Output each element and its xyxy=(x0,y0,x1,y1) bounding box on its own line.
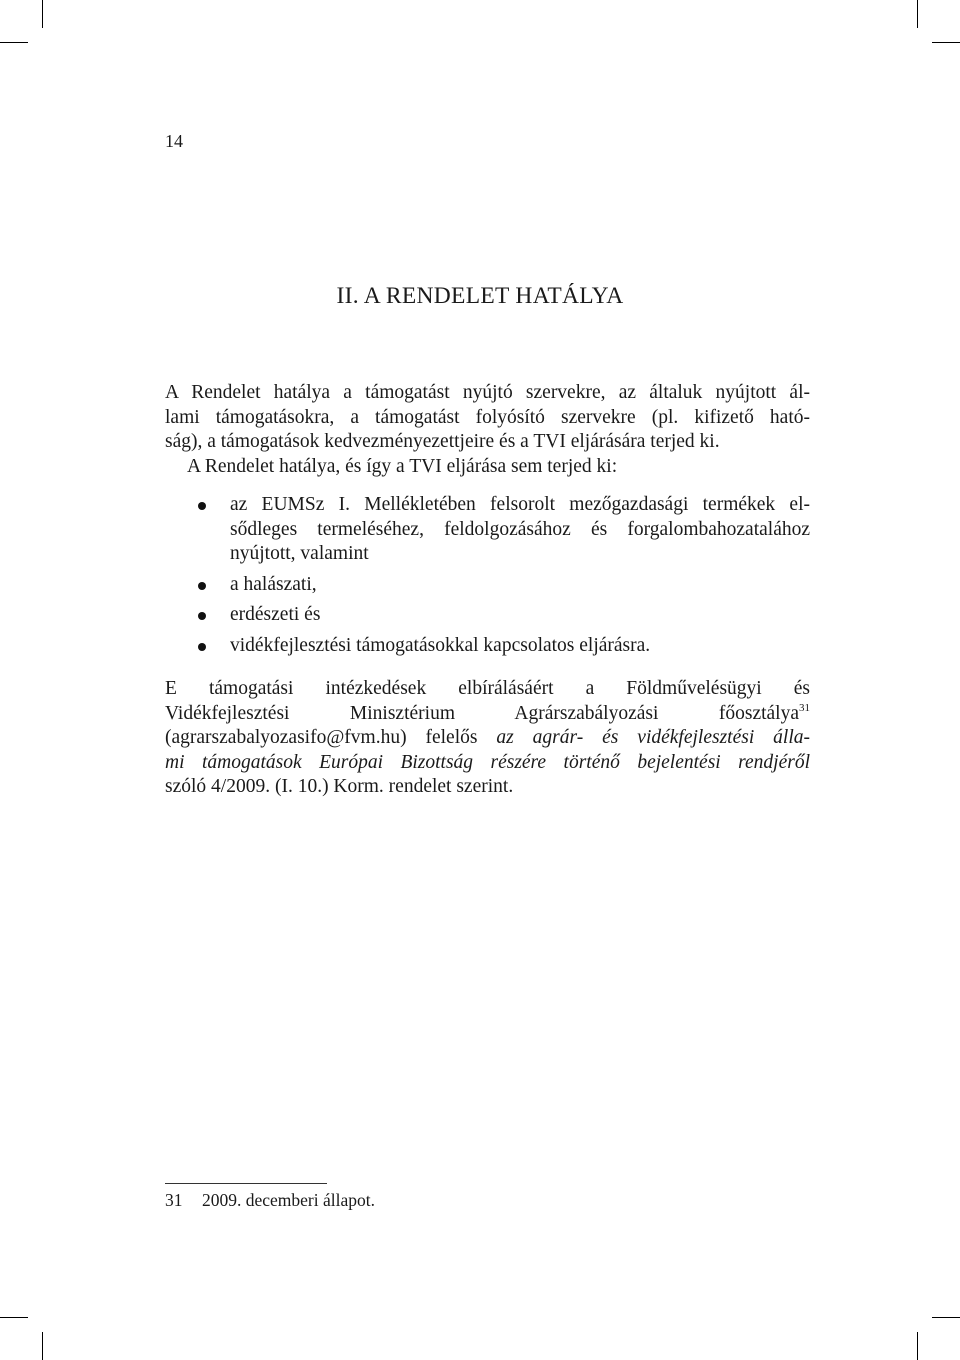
crop-mark-top-right xyxy=(917,0,918,28)
list-item xyxy=(165,634,810,659)
crop-mark-top-right-h xyxy=(932,42,960,43)
list-item-line: erdészeti és xyxy=(230,604,321,625)
closing-paragraph xyxy=(165,677,810,800)
intro-line: A Rendelet hatálya a támogatást nyújtó szervekre, az általuk nyújtott ál- xyxy=(165,382,810,403)
list-item-line: vidékfejlesztési támogatásokkal kapcsolatos eljárásra. xyxy=(230,634,651,656)
intro-line: lami támogatásokra, a támogatást folyósító szervekre (pl. kifizető ható- xyxy=(165,406,810,428)
closing-line-text: Vidékfejlesztési Minisztérium Agrárszabályozási főosztálya xyxy=(165,702,799,724)
closing-line-text: (agrarszabalyozasifo@fvm.hu) felelős xyxy=(165,727,478,748)
list-item xyxy=(165,493,810,567)
bullet-icon xyxy=(198,582,206,590)
crop-mark-top-left-h xyxy=(0,42,28,43)
closing-line: E támogatási intézkedések elbírálásáért a Földművelésügyi és xyxy=(165,678,810,699)
intro-line: A Rendelet hatálya, és így a TVI eljárása sem terjed ki: xyxy=(187,455,618,477)
bullet-icon xyxy=(198,612,206,620)
closing-line: szóló 4/2009. (I. 10.) Korm. rendelet szerint. xyxy=(165,776,514,797)
decree-title-italic: az agrár- és vidékfejlesztési álla- xyxy=(496,727,810,748)
footnote xyxy=(165,1190,375,1211)
list-item xyxy=(165,603,810,628)
closing-line xyxy=(165,702,810,727)
closing-line xyxy=(165,726,810,751)
exclusion-list xyxy=(165,493,810,658)
list-item-line: a halászati, xyxy=(230,573,317,595)
list-item-line: nyújtott, valamint xyxy=(230,543,369,564)
list-item-line: sődleges termeléséhez, feldolgozásához és forgalombahozatalához xyxy=(230,518,810,540)
decree-title-italic: mi támogatások Európai Bizottság részére történő bejelentési rendjéről xyxy=(165,751,810,773)
crop-mark-bottom-left-h xyxy=(0,1317,28,1318)
crop-mark-bottom-left xyxy=(42,1332,43,1360)
list-item-line: az EUMSz I. Mellékletében felsorolt mezőgazdasági termékek el- xyxy=(230,494,810,515)
bullet-icon xyxy=(198,502,206,510)
closing-line xyxy=(165,751,810,776)
footnote-number: 31 xyxy=(165,1190,183,1210)
crop-mark-top-left xyxy=(42,0,43,28)
bullet-icon xyxy=(198,643,206,651)
footnote-text: 2009. decemberi állapot. xyxy=(202,1190,375,1210)
intro-paragraph xyxy=(165,381,810,479)
intro-line: ság), a támogatások kedvezményezettjeire és a TVI eljárására terjed ki. xyxy=(165,431,720,452)
crop-mark-bottom-right-h xyxy=(932,1317,960,1318)
footnote-divider xyxy=(165,1183,327,1184)
page-number: 14 xyxy=(165,131,183,151)
list-item xyxy=(165,573,810,598)
crop-mark-bottom-right xyxy=(917,1332,918,1360)
chapter-title: II. A RENDELET HATÁLYA xyxy=(336,283,624,309)
footnote-reference: 31 xyxy=(799,701,810,714)
